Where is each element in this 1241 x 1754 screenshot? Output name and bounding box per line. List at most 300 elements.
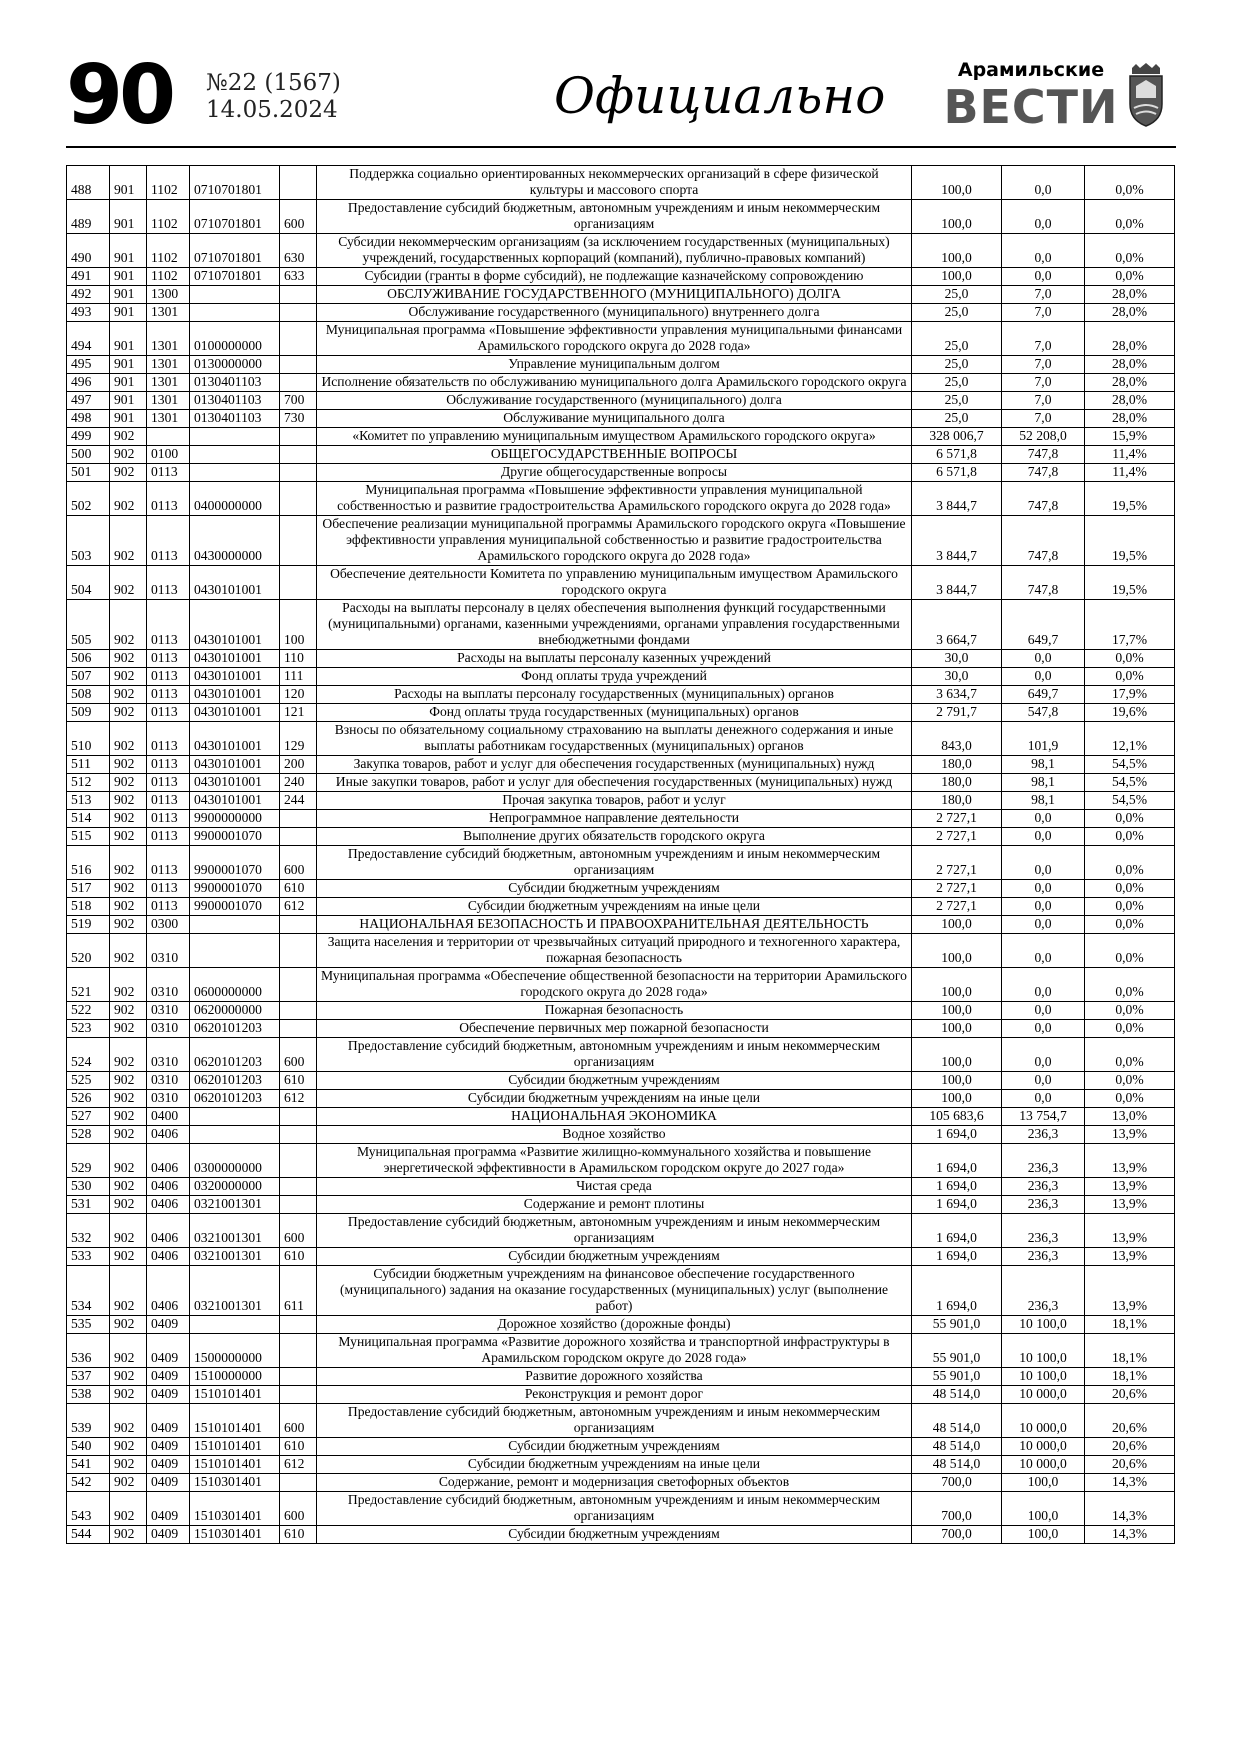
item-name: Дорожное хозяйство (дорожные фонды) <box>317 1316 912 1334</box>
expense-type-code: 612 <box>280 898 317 916</box>
expense-type-code <box>280 166 317 200</box>
target-code: 0430101001 <box>190 774 280 792</box>
row-number: 497 <box>67 392 110 410</box>
table-row <box>67 792 1175 810</box>
row-number: 496 <box>67 374 110 392</box>
table-row <box>67 1386 1175 1404</box>
row-number: 505 <box>67 600 110 650</box>
admin-code: 902 <box>110 482 147 516</box>
section-code: 1301 <box>147 410 190 428</box>
row-number: 507 <box>67 668 110 686</box>
table-row <box>67 916 1175 934</box>
target-code: 1510301401 <box>190 1526 280 1544</box>
section-code: 0409 <box>147 1386 190 1404</box>
planned-amount: 55 901,0 <box>912 1368 1002 1386</box>
item-name: Защита населения и территории от чрезвычайных ситуаций природного и техногенного характера, пожарная безопасность <box>317 934 912 968</box>
planned-amount: 3 844,7 <box>912 482 1002 516</box>
section-code: 0310 <box>147 1038 190 1072</box>
admin-code: 902 <box>110 1386 147 1404</box>
row-number: 517 <box>67 880 110 898</box>
target-code: 1510301401 <box>190 1492 280 1526</box>
item-name: Предоставление субсидий бюджетным, автономным учреждениям и иным некоммерческим организациям <box>317 1038 912 1072</box>
expense-type-code <box>280 428 317 446</box>
target-code: 0620101203 <box>190 1020 280 1038</box>
section-code: 0409 <box>147 1438 190 1456</box>
item-name: НАЦИОНАЛЬНАЯ БЕЗОПАСНОСТЬ И ПРАВООХРАНИТЕЛЬНАЯ ДЕЯТЕЛЬНОСТЬ <box>317 916 912 934</box>
row-number: 526 <box>67 1090 110 1108</box>
budget-table <box>66 165 1175 1544</box>
actual-amount: 0,0 <box>1002 166 1085 200</box>
item-name: Другие общегосударственные вопросы <box>317 464 912 482</box>
execution-percent: 20,6% <box>1085 1404 1175 1438</box>
section-code: 0113 <box>147 516 190 566</box>
row-number: 527 <box>67 1108 110 1126</box>
item-name: ОБСЛУЖИВАНИЕ ГОСУДАРСТВЕННОГО (МУНИЦИПАЛЬНОГО) ДОЛГА <box>317 286 912 304</box>
section-code: 0113 <box>147 650 190 668</box>
target-code: 9900000000 <box>190 810 280 828</box>
section-code: 0409 <box>147 1334 190 1368</box>
target-code: 0430101001 <box>190 756 280 774</box>
table-row <box>67 898 1175 916</box>
actual-amount: 98,1 <box>1002 756 1085 774</box>
target-code: 1510101401 <box>190 1404 280 1438</box>
section-code: 0113 <box>147 704 190 722</box>
execution-percent: 20,6% <box>1085 1386 1175 1404</box>
header-divider <box>66 146 1176 148</box>
row-number: 537 <box>67 1368 110 1386</box>
logo-large-text: ВЕСТИ <box>943 80 1119 134</box>
planned-amount: 100,0 <box>912 916 1002 934</box>
execution-percent: 0,0% <box>1085 916 1175 934</box>
section-code: 1102 <box>147 200 190 234</box>
execution-percent: 28,0% <box>1085 304 1175 322</box>
admin-code: 902 <box>110 1492 147 1526</box>
item-name: Субсидии бюджетным учреждениям на финансовое обеспечение государственного (муниципального) задания на оказание государственных (муниципальных) услуг (выполнение работ) <box>317 1266 912 1316</box>
planned-amount: 180,0 <box>912 756 1002 774</box>
target-code <box>190 464 280 482</box>
expense-type-code <box>280 464 317 482</box>
row-number: 511 <box>67 756 110 774</box>
admin-code: 902 <box>110 1438 147 1456</box>
execution-percent: 0,0% <box>1085 166 1175 200</box>
target-code: 0100000000 <box>190 322 280 356</box>
expense-type-code: 120 <box>280 686 317 704</box>
row-number: 524 <box>67 1038 110 1072</box>
target-code: 0710701801 <box>190 234 280 268</box>
row-number: 493 <box>67 304 110 322</box>
table-row <box>67 516 1175 566</box>
section-code: 0409 <box>147 1474 190 1492</box>
actual-amount: 747,8 <box>1002 566 1085 600</box>
expense-type-code: 600 <box>280 1404 317 1438</box>
item-name: Фонд оплаты труда государственных (муниципальных) органов <box>317 704 912 722</box>
expense-type-code: 100 <box>280 600 317 650</box>
execution-percent: 28,0% <box>1085 392 1175 410</box>
row-number: 532 <box>67 1214 110 1248</box>
actual-amount: 236,3 <box>1002 1196 1085 1214</box>
execution-percent: 18,1% <box>1085 1316 1175 1334</box>
table-row <box>67 1072 1175 1090</box>
planned-amount: 48 514,0 <box>912 1456 1002 1474</box>
execution-percent: 0,0% <box>1085 846 1175 880</box>
row-number: 508 <box>67 686 110 704</box>
expense-type-code: 611 <box>280 1266 317 1316</box>
actual-amount: 100,0 <box>1002 1474 1085 1492</box>
planned-amount: 180,0 <box>912 792 1002 810</box>
admin-code: 902 <box>110 1090 147 1108</box>
planned-amount: 48 514,0 <box>912 1386 1002 1404</box>
execution-percent: 0,0% <box>1085 968 1175 1002</box>
planned-amount: 55 901,0 <box>912 1334 1002 1368</box>
target-code <box>190 286 280 304</box>
section-code: 0406 <box>147 1248 190 1266</box>
item-name: Чистая среда <box>317 1178 912 1196</box>
admin-code: 901 <box>110 286 147 304</box>
section-code: 0409 <box>147 1456 190 1474</box>
admin-code: 902 <box>110 1072 147 1090</box>
admin-code: 902 <box>110 1214 147 1248</box>
admin-code: 902 <box>110 1474 147 1492</box>
section-code: 0113 <box>147 810 190 828</box>
row-number: 542 <box>67 1474 110 1492</box>
expense-type-code: 610 <box>280 880 317 898</box>
execution-percent: 0,0% <box>1085 234 1175 268</box>
item-name: Муниципальная программа «Обеспечение общественной безопасности на территории Арамильского городского округа до 2028 года» <box>317 968 912 1002</box>
expense-type-code: 244 <box>280 792 317 810</box>
execution-percent: 12,1% <box>1085 722 1175 756</box>
admin-code: 902 <box>110 1020 147 1038</box>
table-row <box>67 1248 1175 1266</box>
execution-percent: 13,9% <box>1085 1266 1175 1316</box>
expense-type-code <box>280 1474 317 1492</box>
section-code: 0100 <box>147 446 190 464</box>
row-number: 534 <box>67 1266 110 1316</box>
planned-amount: 180,0 <box>912 774 1002 792</box>
actual-amount: 0,0 <box>1002 916 1085 934</box>
expense-type-code: 730 <box>280 410 317 428</box>
expense-type-code <box>280 1002 317 1020</box>
item-name: Управление муниципальным долгом <box>317 356 912 374</box>
table-row <box>67 1144 1175 1178</box>
row-number: 529 <box>67 1144 110 1178</box>
admin-code: 902 <box>110 1108 147 1126</box>
actual-amount: 10 000,0 <box>1002 1438 1085 1456</box>
planned-amount: 1 694,0 <box>912 1144 1002 1178</box>
table-row <box>67 756 1175 774</box>
section-code: 0310 <box>147 968 190 1002</box>
actual-amount: 10 000,0 <box>1002 1386 1085 1404</box>
table-row <box>67 374 1175 392</box>
row-number: 515 <box>67 828 110 846</box>
target-code <box>190 1108 280 1126</box>
admin-code: 902 <box>110 1178 147 1196</box>
section-code: 0113 <box>147 792 190 810</box>
execution-percent: 0,0% <box>1085 268 1175 286</box>
target-code: 0430101001 <box>190 686 280 704</box>
row-number: 488 <box>67 166 110 200</box>
execution-percent: 0,0% <box>1085 1002 1175 1020</box>
execution-percent: 19,5% <box>1085 566 1175 600</box>
admin-code: 902 <box>110 600 147 650</box>
section-code: 1102 <box>147 166 190 200</box>
table-row <box>67 934 1175 968</box>
expense-type-code: 600 <box>280 1214 317 1248</box>
expense-type-code <box>280 482 317 516</box>
section-code: 0310 <box>147 934 190 968</box>
item-name: Расходы на выплаты персоналу государственных (муниципальных) органов <box>317 686 912 704</box>
execution-percent: 18,1% <box>1085 1334 1175 1368</box>
admin-code: 902 <box>110 968 147 1002</box>
row-number: 544 <box>67 1526 110 1544</box>
table-row <box>67 1196 1175 1214</box>
table-row <box>67 1456 1175 1474</box>
actual-amount: 100,0 <box>1002 1492 1085 1526</box>
planned-amount: 25,0 <box>912 410 1002 428</box>
execution-percent: 28,0% <box>1085 374 1175 392</box>
section-code: 0113 <box>147 722 190 756</box>
execution-percent: 13,9% <box>1085 1248 1175 1266</box>
planned-amount: 1 694,0 <box>912 1248 1002 1266</box>
admin-code: 902 <box>110 650 147 668</box>
actual-amount: 98,1 <box>1002 774 1085 792</box>
admin-code: 902 <box>110 1526 147 1544</box>
section-code: 1301 <box>147 392 190 410</box>
section-code: 1301 <box>147 304 190 322</box>
target-code: 0320000000 <box>190 1178 280 1196</box>
item-name: Предоставление субсидий бюджетным, автономным учреждениям и иным некоммерческим организациям <box>317 200 912 234</box>
row-number: 521 <box>67 968 110 1002</box>
expense-type-code <box>280 1386 317 1404</box>
planned-amount: 105 683,6 <box>912 1108 1002 1126</box>
target-code <box>190 916 280 934</box>
table-row <box>67 286 1175 304</box>
target-code <box>190 934 280 968</box>
table-row <box>67 686 1175 704</box>
planned-amount: 100,0 <box>912 1072 1002 1090</box>
actual-amount: 7,0 <box>1002 286 1085 304</box>
section-code: 0113 <box>147 600 190 650</box>
actual-amount: 0,0 <box>1002 810 1085 828</box>
admin-code: 902 <box>110 1456 147 1474</box>
admin-code: 902 <box>110 916 147 934</box>
actual-amount: 747,8 <box>1002 516 1085 566</box>
admin-code: 902 <box>110 1334 147 1368</box>
row-number: 518 <box>67 898 110 916</box>
actual-amount: 0,0 <box>1002 968 1085 1002</box>
execution-percent: 17,7% <box>1085 600 1175 650</box>
planned-amount: 48 514,0 <box>912 1438 1002 1456</box>
section-code: 0310 <box>147 1020 190 1038</box>
planned-amount: 25,0 <box>912 392 1002 410</box>
target-code: 1510101401 <box>190 1456 280 1474</box>
actual-amount: 10 000,0 <box>1002 1456 1085 1474</box>
item-name: Обслуживание государственного (муниципального) долга <box>317 392 912 410</box>
admin-code: 901 <box>110 356 147 374</box>
actual-amount: 236,3 <box>1002 1214 1085 1248</box>
execution-percent: 28,0% <box>1085 410 1175 428</box>
row-number: 516 <box>67 846 110 880</box>
item-name: Реконструкция и ремонт дорог <box>317 1386 912 1404</box>
admin-code: 902 <box>110 1126 147 1144</box>
planned-amount: 25,0 <box>912 322 1002 356</box>
expense-type-code <box>280 934 317 968</box>
admin-code: 901 <box>110 268 147 286</box>
row-number: 525 <box>67 1072 110 1090</box>
planned-amount: 2 791,7 <box>912 704 1002 722</box>
expense-type-code: 600 <box>280 1492 317 1526</box>
item-name: Субсидии бюджетным учреждениям <box>317 1248 912 1266</box>
row-number: 512 <box>67 774 110 792</box>
section-code: 0113 <box>147 774 190 792</box>
expense-type-code <box>280 286 317 304</box>
target-code: 0710701801 <box>190 200 280 234</box>
row-number: 543 <box>67 1492 110 1526</box>
row-number: 492 <box>67 286 110 304</box>
actual-amount: 236,3 <box>1002 1126 1085 1144</box>
execution-percent: 20,6% <box>1085 1456 1175 1474</box>
row-number: 502 <box>67 482 110 516</box>
actual-amount: 236,3 <box>1002 1144 1085 1178</box>
table-row <box>67 846 1175 880</box>
execution-percent: 13,9% <box>1085 1178 1175 1196</box>
row-number: 519 <box>67 916 110 934</box>
section-code: 1102 <box>147 268 190 286</box>
admin-code: 902 <box>110 756 147 774</box>
expense-type-code: 633 <box>280 268 317 286</box>
expense-type-code <box>280 828 317 846</box>
planned-amount: 25,0 <box>912 356 1002 374</box>
item-name: Субсидии бюджетным учреждениям <box>317 1072 912 1090</box>
item-name: Фонд оплаты труда учреждений <box>317 668 912 686</box>
expense-type-code <box>280 1196 317 1214</box>
execution-percent: 14,3% <box>1085 1526 1175 1544</box>
table-row <box>67 1108 1175 1126</box>
execution-percent: 13,9% <box>1085 1126 1175 1144</box>
planned-amount: 100,0 <box>912 234 1002 268</box>
admin-code: 902 <box>110 464 147 482</box>
section-code: 0113 <box>147 880 190 898</box>
row-number: 535 <box>67 1316 110 1334</box>
admin-code: 901 <box>110 234 147 268</box>
execution-percent: 18,1% <box>1085 1368 1175 1386</box>
item-name: Закупка товаров, работ и услуг для обеспечения государственных (муниципальных) нужд <box>317 756 912 774</box>
target-code: 1510000000 <box>190 1368 280 1386</box>
target-code: 9900001070 <box>190 846 280 880</box>
section-code: 1301 <box>147 322 190 356</box>
actual-amount: 100,0 <box>1002 1526 1085 1544</box>
issue-date: 14.05.2024 <box>206 97 338 123</box>
planned-amount: 3 664,7 <box>912 600 1002 650</box>
item-name: Субсидии некоммерческим организациям (за исключением государственных (муниципальных) учреждений, государственных корпораций (компаний), публично-правовых компаний) <box>317 234 912 268</box>
section-code: 0310 <box>147 1002 190 1020</box>
row-number: 528 <box>67 1126 110 1144</box>
section-code: 1301 <box>147 356 190 374</box>
row-number: 523 <box>67 1020 110 1038</box>
item-name: Пожарная безопасность <box>317 1002 912 1020</box>
admin-code: 902 <box>110 686 147 704</box>
item-name: Выполнение других обязательств городского округа <box>317 828 912 846</box>
expense-type-code: 600 <box>280 846 317 880</box>
item-name: Обеспечение первичных мер пожарной безопасности <box>317 1020 912 1038</box>
row-number: 500 <box>67 446 110 464</box>
table-row <box>67 446 1175 464</box>
table-row <box>67 234 1175 268</box>
table-row <box>67 200 1175 234</box>
table-row <box>67 880 1175 898</box>
target-code: 9900001070 <box>190 898 280 916</box>
actual-amount: 0,0 <box>1002 1020 1085 1038</box>
section-code: 0409 <box>147 1316 190 1334</box>
item-name: Обеспечение реализации муниципальной программы Арамильского городского округа «Повышение эффективности управления муниципальной собственностью и развитие градостроительства Арамильского городского округа до 2028 года» <box>317 516 912 566</box>
section-code: 0409 <box>147 1368 190 1386</box>
planned-amount: 100,0 <box>912 1002 1002 1020</box>
section-code: 0406 <box>147 1126 190 1144</box>
row-number: 494 <box>67 322 110 356</box>
planned-amount: 100,0 <box>912 968 1002 1002</box>
table-row <box>67 482 1175 516</box>
row-number: 501 <box>67 464 110 482</box>
admin-code: 902 <box>110 1266 147 1316</box>
item-name: НАЦИОНАЛЬНАЯ ЭКОНОМИКА <box>317 1108 912 1126</box>
admin-code: 902 <box>110 1196 147 1214</box>
planned-amount: 1 694,0 <box>912 1196 1002 1214</box>
page-number: 90 <box>66 48 173 143</box>
actual-amount: 0,0 <box>1002 1002 1085 1020</box>
actual-amount: 0,0 <box>1002 828 1085 846</box>
planned-amount: 2 727,1 <box>912 880 1002 898</box>
execution-percent: 13,9% <box>1085 1144 1175 1178</box>
admin-code: 901 <box>110 410 147 428</box>
expense-type-code <box>280 1126 317 1144</box>
actual-amount: 7,0 <box>1002 304 1085 322</box>
expense-type-code <box>280 1144 317 1178</box>
execution-percent: 0,0% <box>1085 934 1175 968</box>
planned-amount: 3 844,7 <box>912 566 1002 600</box>
item-name: Субсидии бюджетным учреждениям <box>317 880 912 898</box>
target-code: 0321001301 <box>190 1214 280 1248</box>
target-code: 0620101203 <box>190 1090 280 1108</box>
table-row <box>67 1526 1175 1544</box>
admin-code: 902 <box>110 704 147 722</box>
admin-code: 901 <box>110 304 147 322</box>
admin-code: 902 <box>110 1144 147 1178</box>
target-code <box>190 446 280 464</box>
actual-amount: 10 100,0 <box>1002 1316 1085 1334</box>
expense-type-code: 600 <box>280 1038 317 1072</box>
target-code: 1500000000 <box>190 1334 280 1368</box>
item-name: Развитие дорожного хозяйства <box>317 1368 912 1386</box>
execution-percent: 19,5% <box>1085 482 1175 516</box>
execution-percent: 0,0% <box>1085 1090 1175 1108</box>
actual-amount: 547,8 <box>1002 704 1085 722</box>
target-code: 9900001070 <box>190 880 280 898</box>
section-code: 0113 <box>147 828 190 846</box>
section-code: 0406 <box>147 1196 190 1214</box>
target-code: 1510101401 <box>190 1438 280 1456</box>
actual-amount: 7,0 <box>1002 410 1085 428</box>
execution-percent: 0,0% <box>1085 1020 1175 1038</box>
newspaper-logo <box>943 58 1176 138</box>
expense-type-code <box>280 1178 317 1196</box>
table-row <box>67 1090 1175 1108</box>
actual-amount: 236,3 <box>1002 1178 1085 1196</box>
item-name: Предоставление субсидий бюджетным, автономным учреждениям и иным некоммерческим организациям <box>317 846 912 880</box>
item-name: Предоставление субсидий бюджетным, автономным учреждениям и иным некоммерческим организациям <box>317 1214 912 1248</box>
item-name: Муниципальная программа «Повышение эффективности управления муниципальными финансами Арамильского городского округа до 2028 года» <box>317 322 912 356</box>
table-row <box>67 428 1175 446</box>
execution-percent: 20,6% <box>1085 1438 1175 1456</box>
actual-amount: 101,9 <box>1002 722 1085 756</box>
